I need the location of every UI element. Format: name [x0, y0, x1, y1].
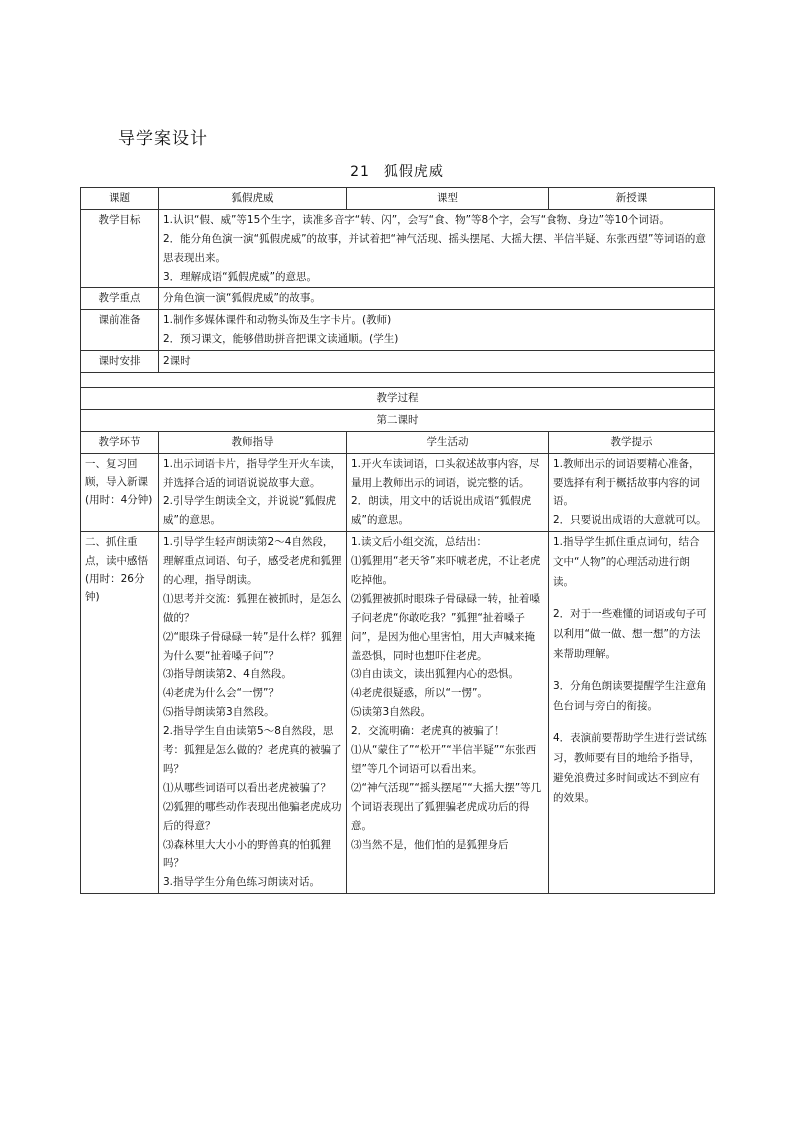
stage1-student — [347, 453, 549, 532]
stage2-row — [81, 532, 715, 894]
stage2-name: 二、抓住重点，读中感悟(用时：26分钟) — [81, 532, 159, 894]
prep-item: 2．预习课文，能够借助拼音把课文读通顺。(学生) — [163, 333, 399, 346]
teacher-step: 3.指导学生分角色练习朗读对话。 — [163, 876, 321, 889]
key-point-row — [81, 288, 715, 310]
type-label: 课型 — [347, 188, 549, 210]
student-step: ⑶自由读文，读出狐狸内心的恐惧。 — [351, 668, 519, 681]
stage2-student — [347, 532, 549, 894]
lesson-plan-table — [80, 187, 715, 894]
student-step: ⑶当然不是，他们怕的是狐狸身后 — [351, 838, 509, 851]
lesson-name: 狐假虎威 — [383, 164, 444, 180]
teacher-step: 1.引导学生轻声朗读第2～4自然段，理解重点词语、句子，感受老虎和狐狸的心理，指导朗读。 — [163, 536, 342, 587]
topic-row — [81, 188, 715, 210]
teacher-step: ⑴从哪些词语可以看出老虎被骗了？ — [163, 781, 331, 794]
spacer-row — [81, 373, 715, 388]
prep-row — [81, 310, 715, 351]
goals-content — [159, 209, 715, 288]
document-title: 导学案设计 — [118, 129, 208, 149]
topic-value: 狐假虎威 — [159, 188, 347, 210]
student-step: 2．朗读，用文中的话说出成语“狐假虎威”的意思。 — [351, 495, 532, 527]
teacher-step: ⑸指导朗读第3自然段。 — [163, 706, 275, 719]
teacher-step: ⑷老虎为什么会“一愣”？ — [163, 687, 279, 700]
student-step: ⑷老虎很疑惑，所以“一愣”。 — [351, 687, 488, 700]
teacher-step: ⑶指导朗读第2、4自然段。 — [163, 668, 292, 681]
student-step: ⑵狐狸被抓时眼珠子骨碌碌一转，扯着嗓子问老虎“你敢吃我？”狐狸“扯着嗓子问”，是因为他心里害怕，用大声喊来掩盖恐惧，同时也想吓住老虎。 — [351, 592, 540, 662]
stage1-name: 一、复习回顾，导入新课(用时：4分钟) — [81, 453, 159, 532]
stage1-teacher — [159, 453, 347, 532]
type-value: 新授课 — [549, 188, 715, 210]
student-step: 1.读文后小组交流，总结出： — [351, 536, 488, 549]
process-title: 教学过程 — [81, 388, 715, 410]
tip-item: 1.指导学生抓住重点词句，结合文中“人物”的心理活动进行朗读。 — [553, 536, 700, 589]
column-header-student: 学生活动 — [347, 431, 549, 453]
prep-content — [159, 310, 715, 351]
tip-item: 2．只要说出成语的大意就可以。 — [553, 514, 707, 527]
session-title-row — [81, 409, 715, 431]
column-header-row — [81, 431, 715, 453]
process-title-row — [81, 388, 715, 410]
session-title: 第二课时 — [81, 409, 715, 431]
teacher-step: ⑵狐狸的哪些动作表现出他骗老虎成功后的得意？ — [163, 800, 342, 832]
teacher-step: ⑴思考并交流：狐狸在被抓时，是怎么做的？ — [163, 592, 342, 624]
topic-label: 课题 — [81, 188, 159, 210]
student-step: 1.开火车读词语，口头叙述故事内容，尽量用上教师出示的词语，说完整的话。 — [351, 457, 540, 489]
goal-item: 3．理解成语“狐假虎威”的意思。 — [163, 270, 318, 283]
key-point-value: 分角色演一演“狐假虎威”的故事。 — [159, 288, 715, 310]
student-step: ⑴狐狸用“老天爷”来吓唬老虎，不让老虎吃掉他。 — [351, 555, 541, 587]
tip-item: 3．分角色朗读要提醒学生注意角色台词与旁白的衔接。 — [553, 679, 707, 712]
student-step: 2．交流明确：老虎真的被骗了！ — [351, 725, 505, 738]
goal-item: 1.认识“假、威”等15个生字，读准多音字“转、闪”，会写“食、物”等8个字，会写“食物、身边”等10个词语。 — [163, 213, 670, 226]
teacher-step: 2.指导学生自由读第5～8自然段，思考：狐狸是怎么做的？老虎真的被骗了吗？ — [163, 725, 342, 775]
column-header-stage: 教学环节 — [81, 431, 159, 453]
lesson-title — [0, 161, 794, 181]
stage1-row — [81, 453, 715, 532]
prep-label: 课前准备 — [81, 310, 159, 351]
teacher-step: ⑵“眼珠子骨碌碌一转”是什么样？狐狸为什么要“扯着嗓子问”？ — [163, 630, 342, 662]
goals-row — [81, 209, 715, 288]
stage2-tips — [549, 532, 715, 894]
tip-item: 4．表演前要帮助学生进行尝试练习，教师要有目的地给予指导，避免浪费过多时间或达不到应有的效果。 — [553, 731, 707, 804]
goal-item: 2．能分角色演一演“狐假虎威”的故事，并试着把“神气活现、摇头摆尾、大摇大摆、半信半疑、东张西望”等词语的意思表现出来。 — [163, 232, 706, 264]
column-header-teacher: 教师指导 — [159, 431, 347, 453]
key-point-label: 教学重点 — [81, 288, 159, 310]
column-header-tips: 教学提示 — [549, 431, 715, 453]
tip-item: 1.教师出示的词语要精心准备，要选择有利于概括故事内容的词语。 — [553, 457, 700, 508]
teacher-step: ⑶森林里大大小小的野兽真的怕狐狸吗？ — [163, 838, 331, 870]
schedule-label: 课时安排 — [81, 351, 159, 373]
teacher-step: 2.引导学生朗读全文，并说说“狐假虎威”的意思。 — [163, 495, 336, 527]
lesson-number: 21 — [350, 164, 370, 180]
student-step: ⑸读第3自然段。 — [351, 706, 432, 719]
student-step: ⑴从“蒙住了”“松开”“半信半疑”“东张西望”等几个词语可以看出来。 — [351, 744, 537, 775]
student-step: ⑵“神气活现”“摇头摆尾”“大摇大摆”等几个词语表现出了狐狸骗老虎成功后的得意。 — [351, 781, 542, 832]
tip-item: 2．对于一些难懂的词语或句子可以利用“做一做、想一想”的方法来帮助理解。 — [553, 608, 707, 660]
goals-label: 教学目标 — [81, 209, 159, 288]
stage1-tips — [549, 453, 715, 532]
stage2-teacher — [159, 532, 347, 894]
teacher-step: 1.出示词语卡片，指导学生开火车读，并选择合适的词语说说故事大意。 — [163, 457, 342, 489]
schedule-row — [81, 351, 715, 373]
prep-item: 1.制作多媒体课件和动物头饰及生字卡片。(教师) — [163, 314, 392, 327]
schedule-value: 2课时 — [159, 351, 715, 373]
